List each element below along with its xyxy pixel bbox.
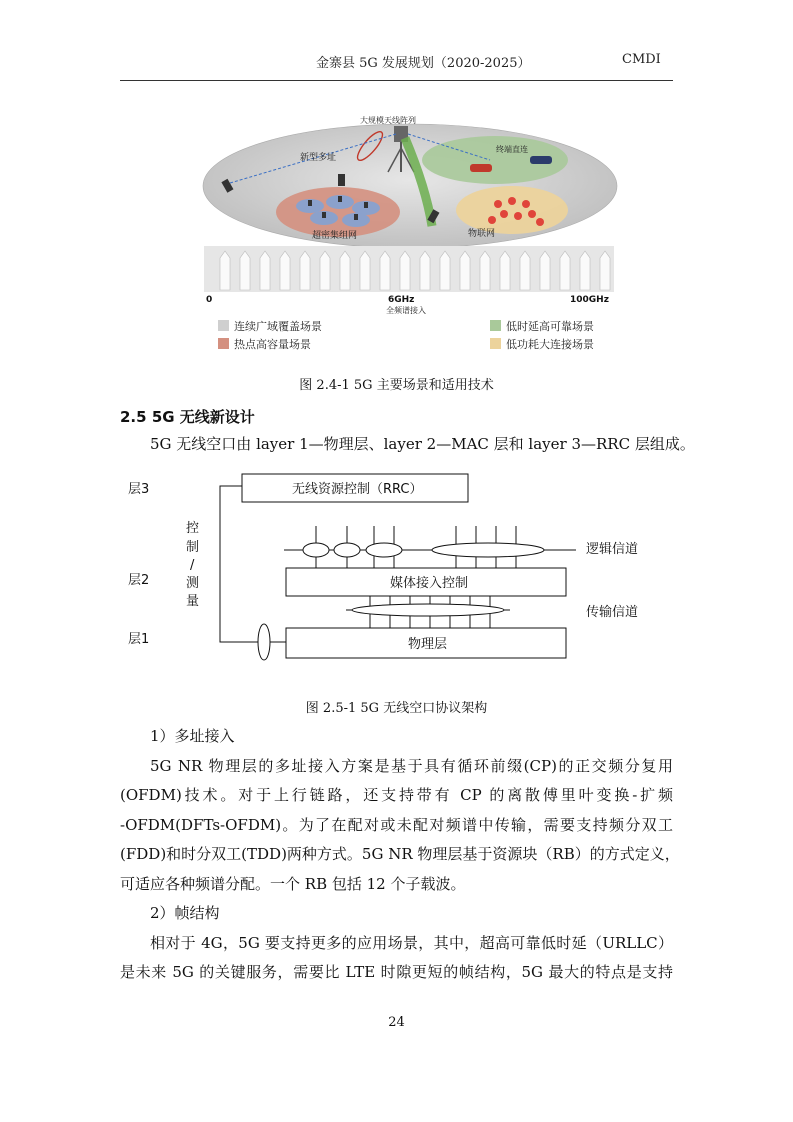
spectrum-bar (380, 251, 390, 290)
figure-5g-scenarios (200, 108, 620, 366)
label-multiple-access: 新型多址 (300, 153, 337, 163)
item1-line: 可适应各种频谱分配。一个 RB 包括 12 个子载波。 (120, 874, 466, 893)
spectrum-bar (280, 251, 290, 290)
item1-line: (FDD)和时分双工(TDD)两种方式。5G NR 物理层基于资源块（RB）的方式定义， (120, 845, 680, 863)
spectrum-bar (560, 251, 570, 290)
spectrum-bar (300, 251, 310, 290)
header-rule (120, 80, 673, 81)
intro-text: 5G 无线空口由 layer 1—物理层、layer 2—MAC 层和 layer 3—RRC 层组成。 (150, 435, 695, 453)
spectrum-bar (440, 251, 450, 290)
spectrum-bar (400, 251, 410, 290)
freq-6ghz: 6GHz (388, 295, 415, 305)
mac-label: 媒体接入控制 (390, 576, 469, 591)
label-ultra-dense: 超密集组网 (312, 231, 358, 241)
freq-0: 0 (206, 295, 213, 305)
iot-zone (456, 186, 568, 234)
item2-line: 是未来 5G 的关键服务，需要比 LTE 时隙更短的帧结构，5G 最大的特点是支持 (120, 963, 673, 981)
spectrum-bar (500, 251, 510, 290)
spectrum-bar (260, 251, 270, 290)
control-char-1: 控 (186, 521, 200, 536)
legend-iot: 低功耗大连接场景 (506, 338, 594, 351)
spectrum-bar (220, 251, 230, 290)
car-icon (470, 164, 492, 172)
label-full-spectrum: 全频谱接入 (386, 306, 426, 315)
layer2-label: 层2 (128, 573, 150, 588)
section-heading (120, 406, 255, 427)
sap-ellipse (258, 624, 270, 660)
transport-channel-label: 传输信道 (586, 605, 639, 620)
item2-heading: 2）帧结构 (150, 904, 220, 922)
control-char-3: / (190, 558, 195, 573)
spectrum-bar (460, 251, 470, 290)
item1-line: -OFDM(DFTs-OFDM)。为了在配对或未配对频谱中传输，需要支持频分双工 (120, 815, 673, 834)
control-line (220, 486, 286, 642)
spectrum-bar (600, 251, 610, 290)
header-title: 金寨县 5G 发展规划（2020-2025） (316, 56, 531, 71)
layer3-label: 层3 (128, 482, 150, 497)
item1-line: (OFDM)技术。对于上行链路，还支持带有 CP 的离散傅里叶变换-扩频 (120, 786, 673, 804)
section-title: 5G 无线新设计 (151, 408, 255, 426)
header-org: CMDI (622, 52, 661, 67)
spectrum-bar (420, 251, 430, 290)
spectrum-bar (580, 251, 590, 290)
figure2-caption: 图 2.5-1 5G 无线空口协议架构 (305, 701, 488, 716)
car-icon (530, 156, 552, 164)
spectrum-bar (240, 251, 250, 290)
intro-paragraph (120, 430, 695, 460)
spectrum-bar (520, 251, 530, 290)
legend-swatch-latency (490, 320, 501, 331)
freq-100ghz: 100GHz (570, 295, 609, 305)
rrc-label: 无线资源控制（RRC） (292, 482, 423, 497)
control-char-2: 制 (186, 540, 200, 555)
item1-heading: 1）多址接入 (150, 727, 235, 745)
layer1-label: 层1 (128, 632, 150, 647)
item2-line: 相对于 4G，5G 要支持更多的应用场景，其中，超高可靠低时延（URLLC） (150, 933, 673, 952)
legend-swatch-hotspot (218, 338, 229, 349)
spectrum-bar (340, 251, 350, 290)
figure-protocol-architecture (120, 462, 680, 687)
spectrum-bar (320, 251, 330, 290)
legend-wide: 连续广域覆盖场景 (234, 320, 322, 333)
legend-hotspot: 热点高容量场景 (234, 338, 311, 351)
legend-swatch-iot (490, 338, 501, 349)
control-char-5: 量 (186, 594, 200, 609)
label-iot: 物联网 (468, 229, 496, 239)
item1-line: 5G NR 物理层的多址接入方案是基于具有循环前缀(CP)的正交频分复用 (150, 756, 673, 775)
item1 (120, 722, 680, 988)
phone-icon (338, 174, 345, 186)
spectrum-bar (480, 251, 490, 290)
label-array: 大规模天线阵列 (360, 116, 416, 125)
page-number: 24 (388, 1015, 405, 1030)
legend-swatch-wide (218, 320, 229, 331)
section-number: 2.5 (120, 408, 147, 426)
spectrum-bar (540, 251, 550, 290)
phy-label: 物理层 (408, 637, 448, 652)
logical-channel-label: 逻辑信道 (586, 542, 639, 557)
control-char-4: 测 (186, 576, 200, 591)
figure1-caption: 图 2.4-1 5G 主要场景和适用技术 (299, 378, 494, 393)
legend-latency: 低时延高可靠场景 (506, 320, 594, 333)
label-direct: 终端直连 (496, 145, 528, 154)
spectrum-bar (360, 251, 370, 290)
hotspot-zone (276, 187, 400, 237)
